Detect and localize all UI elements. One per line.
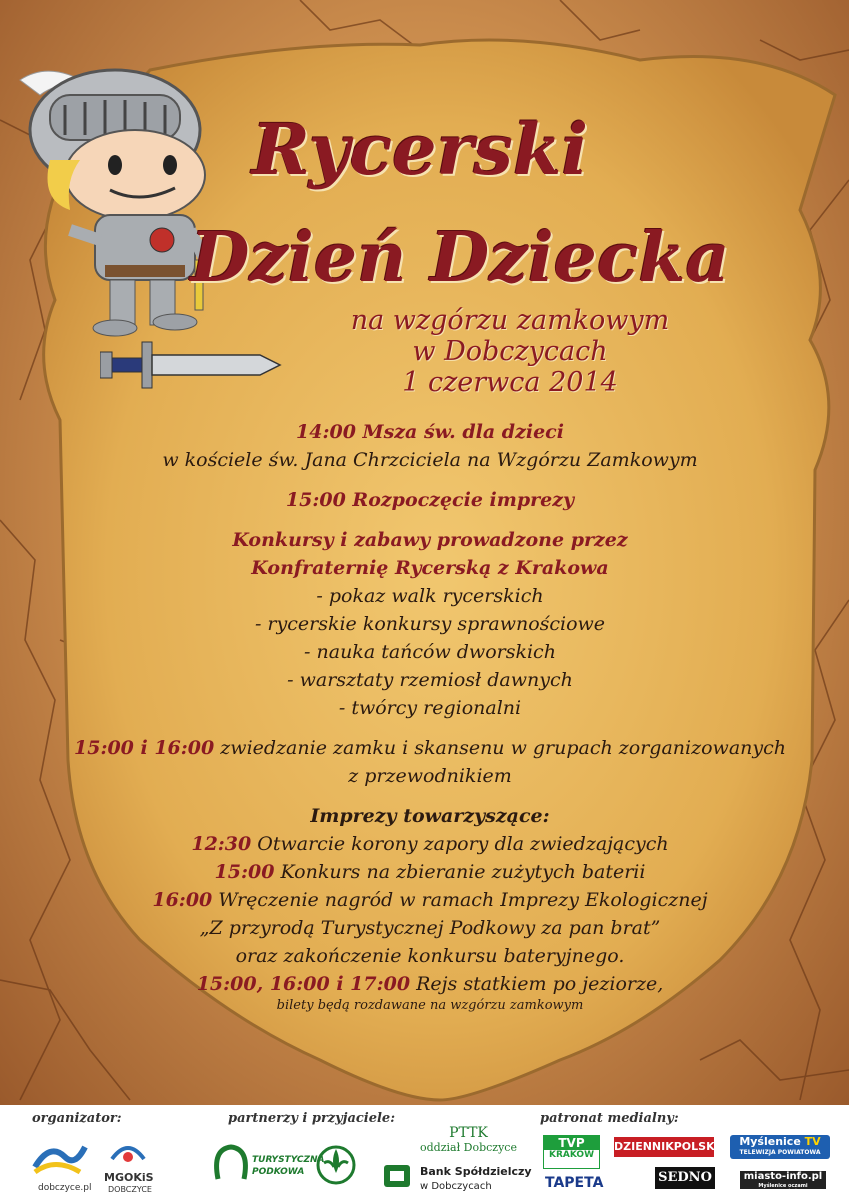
program-item: - twórcy regionalni	[338, 697, 522, 719]
subtitle-location: na wzgórzu zamkowym	[350, 305, 670, 336]
myslenice-sub: TELEWIZJA POWIATOWA	[739, 1149, 821, 1156]
accompanying-event	[60, 886, 800, 914]
accompanying-event	[60, 858, 800, 886]
contests-line2: Konfraternię Rycerską z Krakowa	[251, 557, 609, 579]
tapeta-logo: TAPETA	[545, 1175, 604, 1191]
tvp-logo	[543, 1135, 600, 1169]
event-text: Otwarcie korony zapory dla zwiedzających	[251, 833, 669, 855]
bank-sub: w Dobczycach	[420, 1181, 492, 1192]
dziennik-polski-logo: DZIENNIKPOLSKI	[614, 1137, 714, 1157]
media-label: patronat medialny:	[540, 1111, 679, 1126]
program-item: - pokaz walk rycerskich	[316, 585, 544, 607]
event-text: Konkurs na zbieranie zużytych baterii	[274, 861, 646, 883]
title-line1: Rycerski	[251, 108, 589, 191]
myslenice-name: Myślenice	[739, 1135, 801, 1148]
accompanying-event	[60, 830, 800, 858]
partners-label: partnerzy i przyjaciele:	[228, 1111, 396, 1126]
event-text: Wręczenie nagród w ramach Imprezy Ekologicznej	[212, 889, 708, 911]
dobczyce-logo-icon	[30, 1137, 90, 1177]
program-item: - warsztaty rzemiosł dawnych	[287, 669, 573, 691]
event-time: 15:00, 16:00 i 17:00	[196, 973, 411, 995]
bank-logo-icon	[382, 1163, 412, 1189]
mgokis-name: MGOKiS	[104, 1171, 154, 1184]
start-title: 15:00 Rozpoczęcie imprezy	[285, 489, 575, 511]
mgokis-sub: DOBCZYCE	[108, 1185, 152, 1194]
podkowa-name-2: PODKOWA	[252, 1167, 305, 1177]
sword-icon	[100, 340, 285, 390]
podkowa-logo-icon	[210, 1143, 252, 1185]
dobczyce-site: dobczyce.pl	[38, 1183, 92, 1193]
scout-lily-icon	[316, 1143, 356, 1187]
tvp-name: TVP	[544, 1136, 599, 1150]
title-line2: Dzień Dziecka	[190, 218, 730, 298]
event-text: Rejs statkiem po jeziorze,	[410, 973, 664, 995]
tour-text-2: z przewodnikiem	[348, 765, 512, 787]
miasto-name: miasto-info.pl	[743, 1171, 823, 1182]
mass-place: w kościele św. Jana Chrzciciela na Wzgórzu Zamkowym	[162, 449, 698, 471]
subtitle-date: 1 czerwca 2014	[402, 367, 618, 398]
event-time: 15:00	[214, 861, 275, 883]
contests-line1: Konkursy i zabawy prowadzone przez	[232, 529, 628, 551]
subtitle	[330, 305, 690, 398]
program-item: - rycerskie konkursy sprawnościowe	[254, 613, 606, 635]
bank-title: Bank Spółdzielczy	[420, 1165, 532, 1178]
pttk-logo	[420, 1125, 517, 1154]
pttk-sub: oddział Dobczyce	[420, 1141, 517, 1154]
tickets-note: bilety będą rozdawane na wzgórzu zamkowym	[276, 998, 584, 1013]
miasto-sub: Myślenice oczami mieszkańców	[758, 1183, 808, 1195]
tvp-sub: KRAKÓW	[548, 1150, 595, 1160]
tour-line	[60, 734, 800, 762]
mass-title: 14:00 Msza św. dla dzieci	[296, 421, 564, 443]
myslenice-tv-logo	[730, 1135, 830, 1159]
sedno-logo: SEDNO	[655, 1167, 715, 1189]
event-program	[60, 418, 800, 1014]
myslenice-tv: TV	[804, 1135, 821, 1148]
event-time: 16:00	[152, 889, 213, 911]
miasto-info-logo	[740, 1171, 826, 1195]
sponsors-footer	[0, 1105, 849, 1200]
tour-time: 15:00 i 16:00	[74, 737, 215, 759]
accompanying-event-line3: oraz zakończenie konkursu bateryjnego.	[235, 945, 625, 967]
knight-cartoon-icon	[10, 60, 230, 340]
bank-name	[420, 1165, 532, 1194]
podkowa-name-1: TURYSTYCZNA	[252, 1155, 325, 1165]
organizer-label: organizator:	[32, 1111, 122, 1126]
accompanying-event-line2: „Z przyrodą Turystycznej Podkowy za pan brat”	[199, 917, 661, 939]
accompanying-event	[60, 970, 800, 998]
subtitle-town: w Dobczycach	[412, 336, 608, 367]
tour-text: zwiedzanie zamku i skansenu w grupach zorganizowanych	[214, 737, 786, 759]
event-time: 12:30	[191, 833, 252, 855]
mgokis-logo-icon	[108, 1141, 148, 1167]
program-item: - nauka tańców dworskich	[304, 641, 556, 663]
pttk-name: PTTK	[449, 1125, 488, 1141]
accompanying-heading: Imprezy towarzyszące:	[310, 805, 550, 827]
